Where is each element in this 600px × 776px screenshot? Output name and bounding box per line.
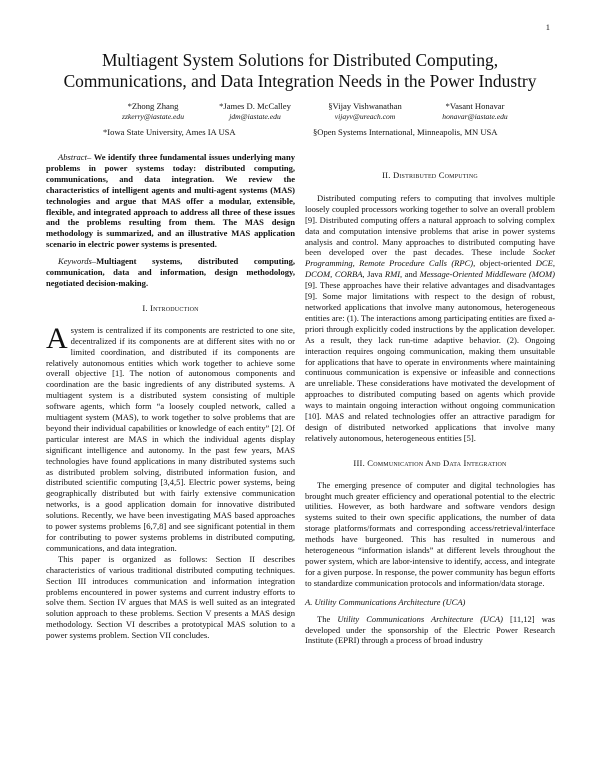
- intro-paragraph-1: [46, 321, 295, 554]
- section-numeral: III.: [353, 457, 368, 468]
- author-email[interactable]: zzkerry@iastate.edu: [121, 111, 185, 121]
- term-mom: Message-Oriented Middleware (MOM): [419, 269, 555, 280]
- term-dce: DCE: [535, 258, 553, 269]
- text-run: ,: [352, 258, 360, 269]
- text-run: ,: [330, 269, 335, 280]
- author-2: [195, 101, 315, 122]
- keywords-dash: –: [91, 256, 97, 267]
- author-3: [305, 101, 425, 122]
- page-number: 1: [545, 22, 550, 32]
- section-heading-communication: [305, 458, 555, 469]
- term-dcom: DCOM: [305, 269, 331, 280]
- author-name: *James D. McCalley: [219, 101, 291, 111]
- section-numeral: II.: [382, 170, 393, 180]
- text-run: , and: [400, 269, 420, 280]
- text-run: , object-oriented: [473, 258, 536, 269]
- section-title: Communication And Data Integration: [367, 457, 507, 468]
- author-4: [415, 101, 535, 122]
- term-uca: Utility Communications Architecture (UCA): [337, 613, 503, 624]
- abstract-dash: –: [86, 152, 94, 162]
- text-run: ,: [552, 258, 555, 269]
- distributed-paragraph-1: [305, 193, 555, 444]
- abstract-body: We identify three fundamental issues underlying many problems in power systems today: distributed computing, communications, and data integration. We review the characteristics of intelligent agents and multi-agent systems (MAS) technologies and argue that MAS offer a modular, extensible, flexible, and integrated approach to address all three of these issues and the problems resulting from them. The MAS design methodology is summarized, and an illustrative MAS application scenario in electric power systems is presented.: [46, 152, 295, 250]
- keywords-label: Keywords: [58, 256, 92, 267]
- affiliation-right: §Open Systems International, Minneapolis, MN USA: [313, 127, 498, 137]
- author-name: *Vasant Honavar: [445, 101, 505, 111]
- author-1: [103, 101, 203, 122]
- term-corba: CORBA: [334, 269, 363, 280]
- affiliation-left: *Iowa State University, Ames IA USA: [103, 127, 236, 137]
- section-heading-distributed-computing: [305, 170, 555, 181]
- text-run: [11,12] was developed under the sponsorship of the Electric Power Research Institute (EPRI) through a process of broad industry: [305, 613, 555, 646]
- author-name: *Zhong Zhang: [127, 101, 179, 111]
- text-run: , Java: [362, 269, 385, 280]
- communication-paragraph-1: The emerging presence of computer and digital technologies has brought much greater efficiency and operational potential to the electric utilities. However, as both hardware and software vendors design systems suited to their own specific applications, the number of data storage platforms/formats and corresponding access/retrieval/interface methods have burgeoned. This has resulted in numerous and heterogeneous “information islands” at different levels throughout the power system, which are labor-intensive to identify, access, and integrate for a given purpose. In response, the power community has begun efforts to standardize communication protocols and information/data storage.: [305, 479, 555, 588]
- keywords: [46, 256, 295, 289]
- section-heading-introduction: [46, 303, 295, 314]
- paper-title: [40, 50, 560, 92]
- intro-p1-text: system is centralized if its components are restricted to one site, decentralized if its components are at different sites with no or limited coordination, and distributed if its components are relatively autonomous entities which work together to achieve some overall objective [1]. The notion of autonomous components and coordination are the basic ingredients of any distributed systems. A multiagent system is a distributed system consisting of multiple software agents, which form “a loosely coupled network, called a multiagent system (MAS), to work together to solve problems that are beyond their individual capabilities or knowledge of each entity” [2]. Of particular interest are MAS in which the individual agents display significant intelligence and autonomy. In the past few years, MAS technologies have found applications in many distributed systems such as distributed problem solving, distributed information fusion, and distributed scientific computing [3,4,5]. Electric power systems, being geographically distributed but with fairly extensive communication networks, is a good application domain for innovative distributed solutions. Recently, we have been investigating MAS based approaches to power systems problems [6,7,8] and see significant potential in them for contributing to power systems problems in distributed computing, communications, and data integration.: [46, 324, 295, 553]
- section-title: Introduction: [150, 302, 199, 313]
- left-column: [46, 152, 295, 641]
- drop-cap: A: [46, 321, 68, 355]
- text-run: [9]. These approaches have their relative advantages and disadvantages [9]. Some major limitations with respect to the design of robust, networked applications that involve many autonomous, heterogeneous entities are: (1). The interactions among participating entities are fixed a-priori through explicitly coded instructions by the application developer. As a result, they lack run-time adaptive behavior. (2). Ongoing interaction requires ongoing communication, making them unsuitable for applications that have to operate in environments where maintaining continuous communication is expensive or infeasible and connections are unreliable. These considerations have motivated the development of approaches to distributed computing based on agents which provide ways to maintain ongoing interaction without ongoing communication [10]. MAS and related technologies offer an attractive paradigm for design of distributed networked applications that involve many relatively autonomous, heterogeneous entities [5].: [305, 280, 555, 443]
- abstract: [46, 152, 295, 250]
- term-rpc: Remote Procedure Calls (RPC): [359, 258, 474, 269]
- communication-paragraph-2: [305, 614, 555, 647]
- author-email[interactable]: vijayv@ureach.com: [334, 111, 396, 121]
- keywords-body: Multiagent systems, distributed computing, communication, data and information, design methodology, negotiated decision-making.: [46, 256, 295, 288]
- author-name: §Vijay Vishwanathan: [328, 101, 402, 111]
- title-line-1: Multiagent System Solutions for Distributed Computing,: [101, 50, 499, 70]
- abstract-label: Abstract: [58, 152, 87, 162]
- author-email[interactable]: jdm@iastate.edu: [229, 111, 281, 121]
- term-socket-programming: Socket Programming: [305, 247, 555, 269]
- title-line-2: Communications, and Data Integration Needs in the Power Industry: [63, 71, 537, 91]
- intro-paragraph-2: This paper is organized as follows: Section II describes characteristics of various traditional distributed computing techniques. Section III introduces communication and information integration problems encountered in power systems and current industry efforts to solve them. Section IV argues that MAS is well suited as an integrated solution approach to these problems. Section V presents a MAS design methodology. Section VI describes a prototypical MAS solution to a power systems problem. Section VII concludes.: [46, 553, 295, 641]
- section-title: Distributed Computing: [392, 170, 478, 180]
- right-column: [305, 152, 555, 646]
- text-run: The: [317, 613, 338, 624]
- author-email[interactable]: honavar@iastate.edu: [442, 111, 508, 121]
- term-rmi: RMI: [384, 269, 401, 280]
- subsection-heading-uca: A. Utility Communications Architecture (UCA): [305, 596, 466, 607]
- section-numeral: I.: [142, 302, 151, 313]
- text-run: Distributed computing refers to computing that involves multiple loosely coupled processors working together to solve an overall problem [9]. Distributed computing offers a natural approach to solving complex data and computation intensive problems that arise in power systems analysis and control. Many approaches to distributed computing have been developed over the past decades. These include: [305, 192, 555, 258]
